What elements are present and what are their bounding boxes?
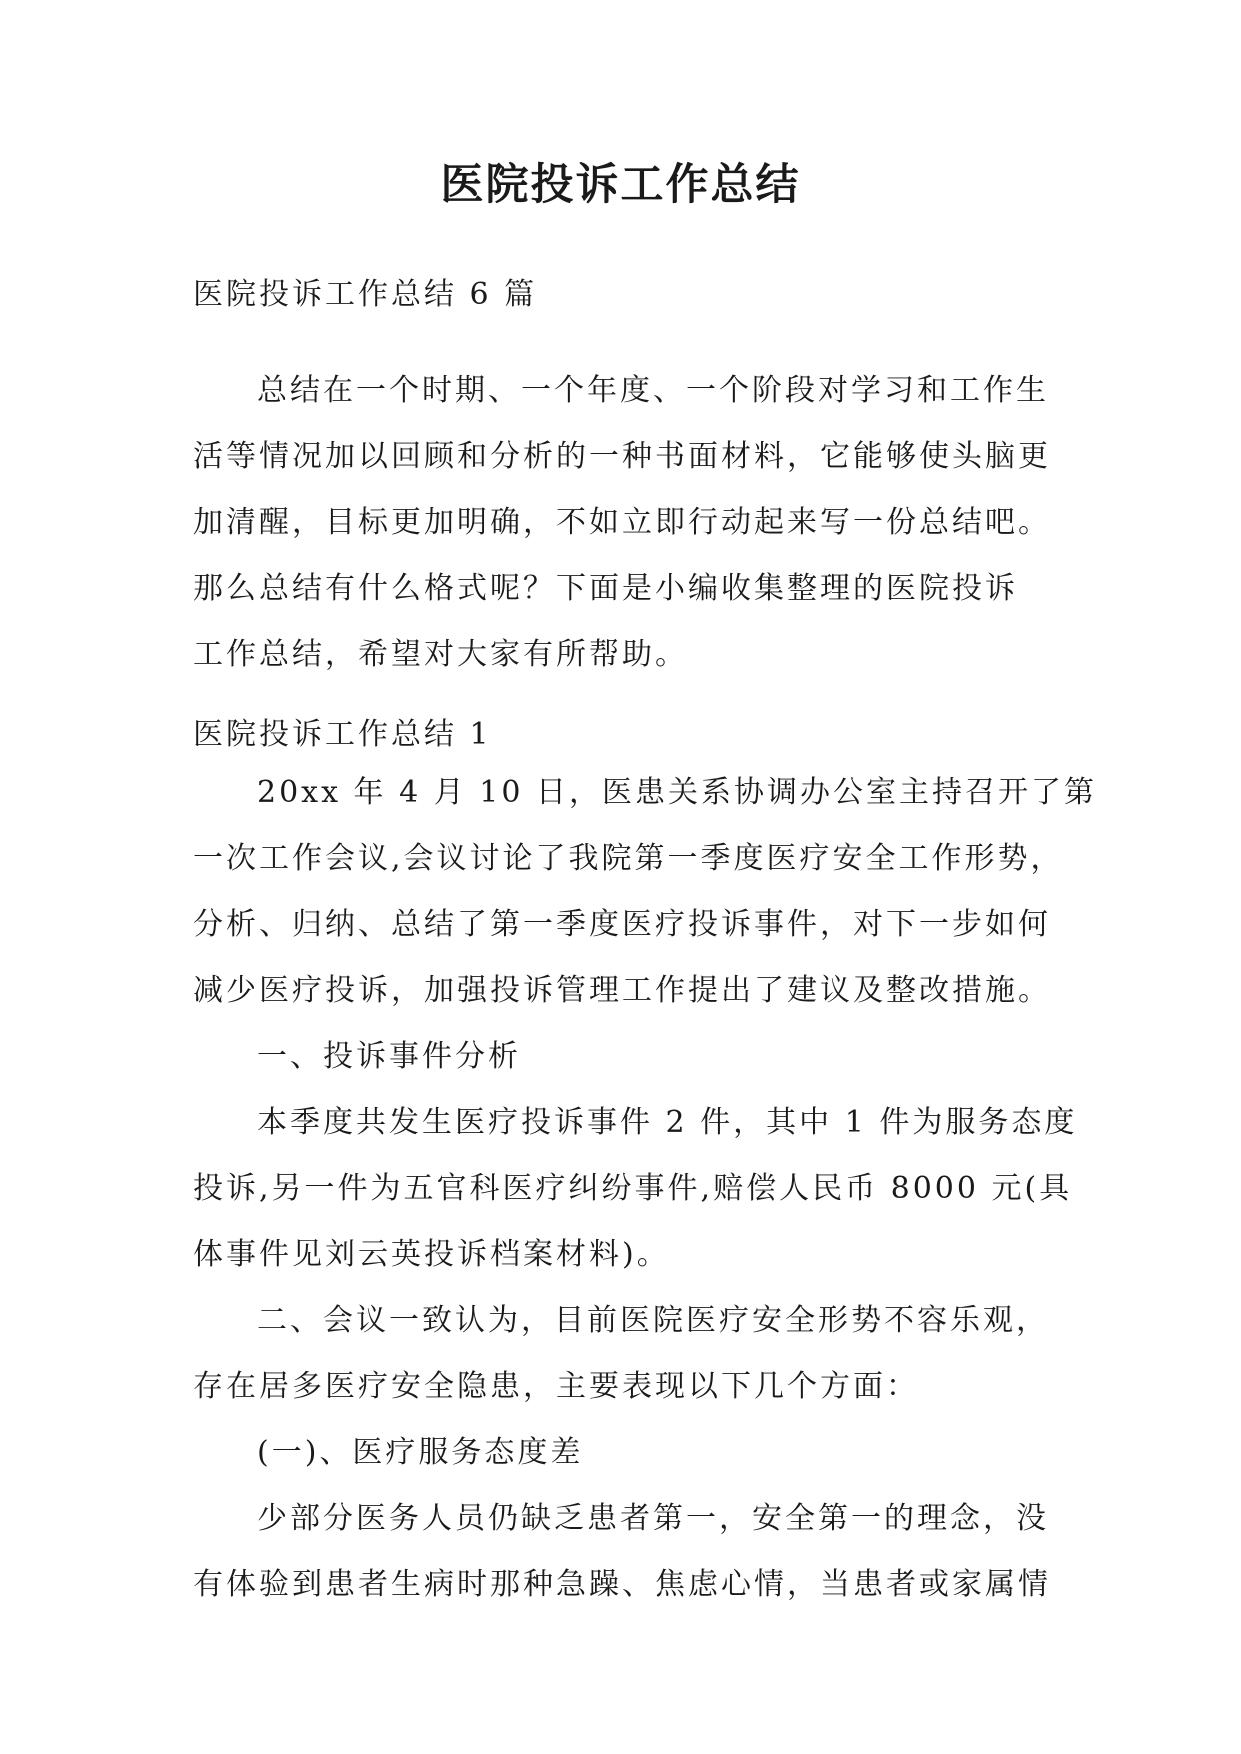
- section-line: 分析、归纳、总结了第一季度医疗投诉事件，对下一步如何: [193, 907, 1051, 942]
- intro-line: 活等情况加以回顾和分析的一种书面材料，它能够使头脑更: [193, 439, 1051, 474]
- heading-line: 一、投诉事件分析: [257, 1039, 521, 1074]
- section-line: 一次工作会议,会议讨论了我院第一季度医疗安全工作形势，: [193, 841, 1064, 876]
- intro-line: 加清醒，目标更加明确，不如立即行动起来写一份总结吧。: [193, 505, 1051, 540]
- section-line: 20xx 年 4 月 10 日，医患关系协调办公室主持召开了第: [257, 775, 1097, 810]
- section-line: 存在居多医疗安全隐患，主要表现以下几个方面：: [193, 1369, 919, 1404]
- section-title: 医院投诉工作总结 1: [193, 717, 492, 752]
- section-line: 二、会议一致认为，目前医院医疗安全形势不容乐观，: [257, 1303, 1049, 1338]
- section-line: 体事件见刘云英投诉档案材料)。: [193, 1237, 670, 1272]
- subtitle-text: 医院投诉工作总结 6 篇: [193, 277, 538, 312]
- section-line: 少部分医务人员仍缺乏患者第一，安全第一的理念，没: [257, 1501, 1049, 1536]
- section-line: 有体验到患者生病时那种急躁、焦虑心情，当患者或家属情: [193, 1567, 1051, 1602]
- section-line: 减少医疗投诉，加强投诉管理工作提出了建议及整改措施。: [193, 973, 1051, 1008]
- intro-line: 那么总结有什么格式呢？下面是小编收集整理的医院投诉: [193, 571, 1018, 606]
- heading-line: (一)、医疗服务态度差: [257, 1435, 584, 1470]
- document-title: 医院投诉工作总结: [440, 160, 801, 210]
- section-line: 投诉,另一件为五官科医疗纠纷事件,赔偿人民币 8000 元(具: [193, 1171, 1073, 1206]
- intro-line: 工作总结，希望对大家有所帮助。: [193, 637, 688, 672]
- intro-paragraph: [193, 358, 1073, 688]
- section-heading: [193, 702, 1073, 768]
- section-line: 本季度共发生医疗投诉事件 2 件，其中 1 件为服务态度: [257, 1105, 1078, 1140]
- document-subtitle: [193, 262, 1073, 328]
- intro-line: 总结在一个时期、一个年度、一个阶段对学习和工作生: [257, 373, 1049, 408]
- section-body: [193, 760, 1097, 1618]
